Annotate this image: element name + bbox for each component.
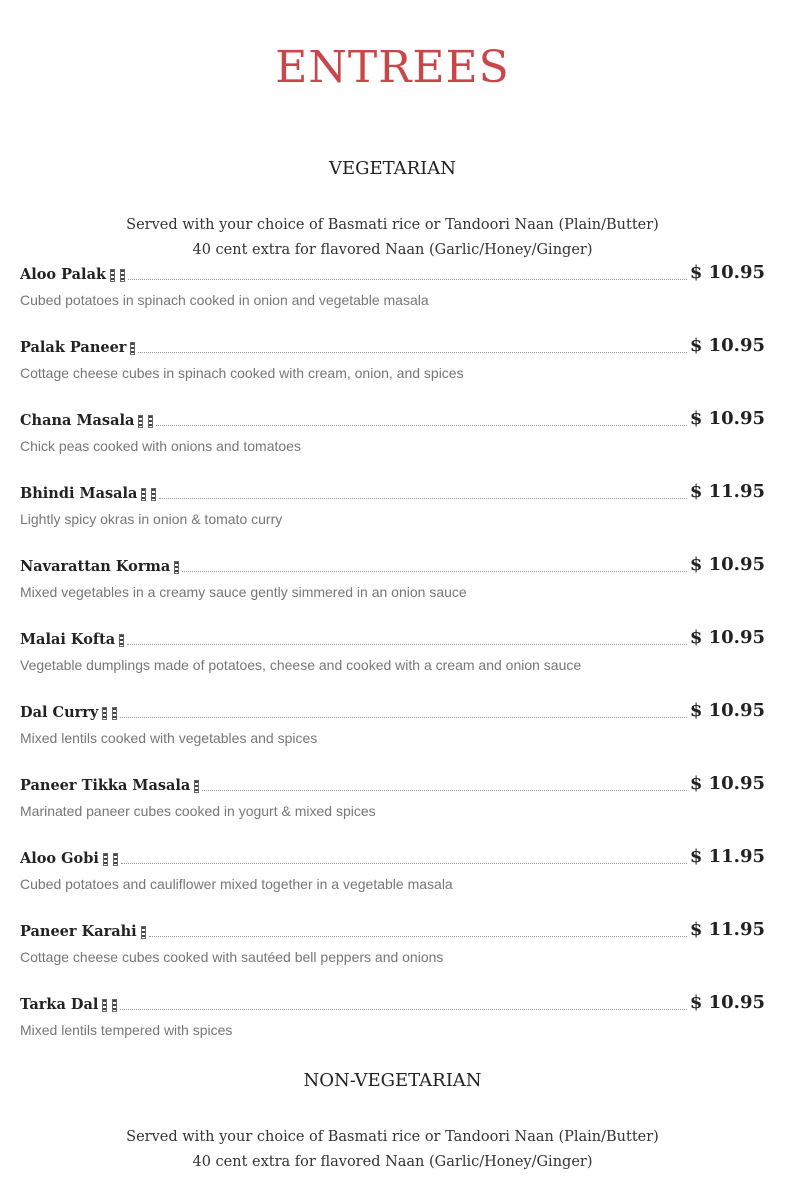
dietary-icons [110, 269, 125, 286]
menu-item-price: $ 10.95 [689, 335, 765, 356]
note-line: 40 cent extra for flavored Naan (Garlic/Honey/Ginger) [192, 1154, 593, 1170]
menu-item [20, 625, 765, 698]
menu-item-description: Lightly spicy okras in onion & tomato curry [20, 511, 283, 527]
dot-leader [120, 1009, 686, 1010]
menu-item-name: Paneer Karahi [20, 923, 137, 940]
dot-leader [127, 644, 687, 645]
menu-item-price: $ 11.95 [689, 919, 765, 940]
menu-item [20, 552, 765, 625]
menu-item-description: Chick peas cooked with onions and tomatoes [20, 438, 301, 454]
menu-item-header [20, 552, 765, 578]
veg-dietary-icon [112, 999, 117, 1012]
menu-item [20, 406, 765, 479]
menu-item-description: Vegetable dumplings made of potatoes, cheese and cooked with a cream and onion sauce [20, 657, 582, 673]
dietary-icons [174, 561, 179, 578]
menu-item-name: Aloo Gobi [20, 850, 99, 867]
menu-item [20, 844, 765, 917]
menu-item-price: $ 10.95 [689, 262, 765, 283]
menu-item-header [20, 771, 765, 797]
veg-dietary-icon [194, 780, 199, 793]
menu-item-description: Mixed lentils tempered with spices [20, 1022, 233, 1038]
menu-item-price: $ 10.95 [689, 700, 765, 721]
veg-dietary-icon [174, 561, 179, 574]
menu-item-name: Chana Masala [20, 412, 135, 429]
veg-dietary-icon [141, 926, 146, 939]
menu-item-description: Cubed potatoes and cauliflower mixed together in a vegetable masala [20, 876, 453, 892]
dot-leader [149, 936, 687, 937]
dietary-icons [138, 415, 153, 432]
menu-item [20, 771, 765, 844]
veg-dietary-icon [113, 853, 118, 866]
section-note-vegetarian [0, 213, 785, 263]
menu-item [20, 698, 765, 771]
menu-item [20, 260, 765, 333]
menu-item-price: $ 11.95 [689, 481, 765, 502]
dietary-icons [141, 926, 146, 943]
section-title-vegetarian: VEGETARIAN [328, 158, 457, 179]
dietary-icons [141, 488, 156, 505]
menu-item [20, 990, 765, 1063]
page-title: ENTREES [275, 42, 510, 93]
menu-item-name: Malai Kofta [20, 631, 116, 648]
veg-dietary-icon [138, 415, 143, 428]
veg-dietary-icon [151, 488, 156, 501]
menu-item-header [20, 917, 765, 943]
section-title-non-vegetarian: NON-VEGETARIAN [303, 1070, 482, 1091]
menu-item-description: Mixed lentils cooked with vegetables and spices [20, 730, 318, 746]
dietary-icons [103, 853, 118, 870]
menu-item [20, 479, 765, 552]
dot-leader [120, 717, 687, 718]
note-line: Served with your choice of Basmati rice or Tandoori Naan (Plain/Butter) [126, 217, 659, 233]
menu-item-header [20, 260, 765, 286]
menu-item-header [20, 479, 765, 505]
veg-dietary-icon [110, 269, 115, 282]
menu-item-header [20, 990, 765, 1016]
veg-dietary-icon [102, 707, 107, 720]
note-line: Served with your choice of Basmati rice or Tandoori Naan (Plain/Butter) [126, 1129, 659, 1145]
veg-dietary-icon [120, 269, 125, 282]
section-note-non-vegetarian [0, 1125, 785, 1175]
menu-item-description: Mixed vegetables in a creamy sauce gently simmered in an onion sauce [20, 584, 467, 600]
menu-item-price: $ 10.95 [689, 992, 765, 1013]
menu-item-header [20, 625, 765, 651]
menu-item-description: Cottage cheese cubes in spinach cooked with cream, onion, and spices [20, 365, 464, 381]
dot-leader [202, 790, 687, 791]
dietary-icons [119, 634, 124, 651]
menu-item [20, 333, 765, 406]
dot-leader [138, 352, 686, 353]
veg-dietary-icon [141, 488, 146, 501]
menu-item-header [20, 698, 765, 724]
veg-dietary-icon [119, 634, 124, 647]
menu-item-price: $ 10.95 [689, 773, 765, 794]
menu-item-name: Paneer Tikka Masala [20, 777, 191, 794]
menu-item-name: Palak Paneer [20, 339, 127, 356]
veg-dietary-icon [148, 415, 153, 428]
veg-dietary-icon [112, 707, 117, 720]
menu-item-name: Dal Curry [20, 704, 99, 721]
menu-item-price: $ 10.95 [689, 554, 765, 575]
veg-dietary-icon [103, 853, 108, 866]
menu-item-price: $ 10.95 [689, 627, 765, 648]
menu-item-description: Cubed potatoes in spinach cooked in onion and vegetable masala [20, 292, 429, 308]
menu-item-description: Marinated paneer cubes cooked in yogurt & mixed spices [20, 803, 376, 819]
dot-leader [182, 571, 687, 572]
dot-leader [128, 279, 687, 280]
menu-item-name: Tarka Dal [20, 996, 99, 1013]
veg-dietary-icon [130, 342, 135, 355]
menu-item-description: Cottage cheese cubes cooked with sautéed bell peppers and onions [20, 949, 444, 965]
veg-dietary-icon [102, 999, 107, 1012]
menu-item-header [20, 406, 765, 432]
menu-item-header [20, 333, 765, 359]
note-line: 40 cent extra for flavored Naan (Garlic/Honey/Ginger) [192, 242, 593, 258]
dietary-icons [194, 780, 199, 797]
menu-item [20, 917, 765, 990]
dot-leader [159, 498, 686, 499]
vegetarian-menu-list [20, 260, 765, 1063]
menu-item-price: $ 11.95 [689, 846, 765, 867]
menu-item-name: Bhindi Masala [20, 485, 138, 502]
menu-item-name: Navarattan Korma [20, 558, 171, 575]
dietary-icons [130, 342, 135, 359]
dot-leader [121, 863, 687, 864]
dietary-icons [102, 999, 117, 1016]
dot-leader [156, 425, 686, 426]
menu-item-header [20, 844, 765, 870]
dietary-icons [102, 707, 117, 724]
menu-item-price: $ 10.95 [689, 408, 765, 429]
menu-item-name: Aloo Palak [20, 266, 107, 283]
